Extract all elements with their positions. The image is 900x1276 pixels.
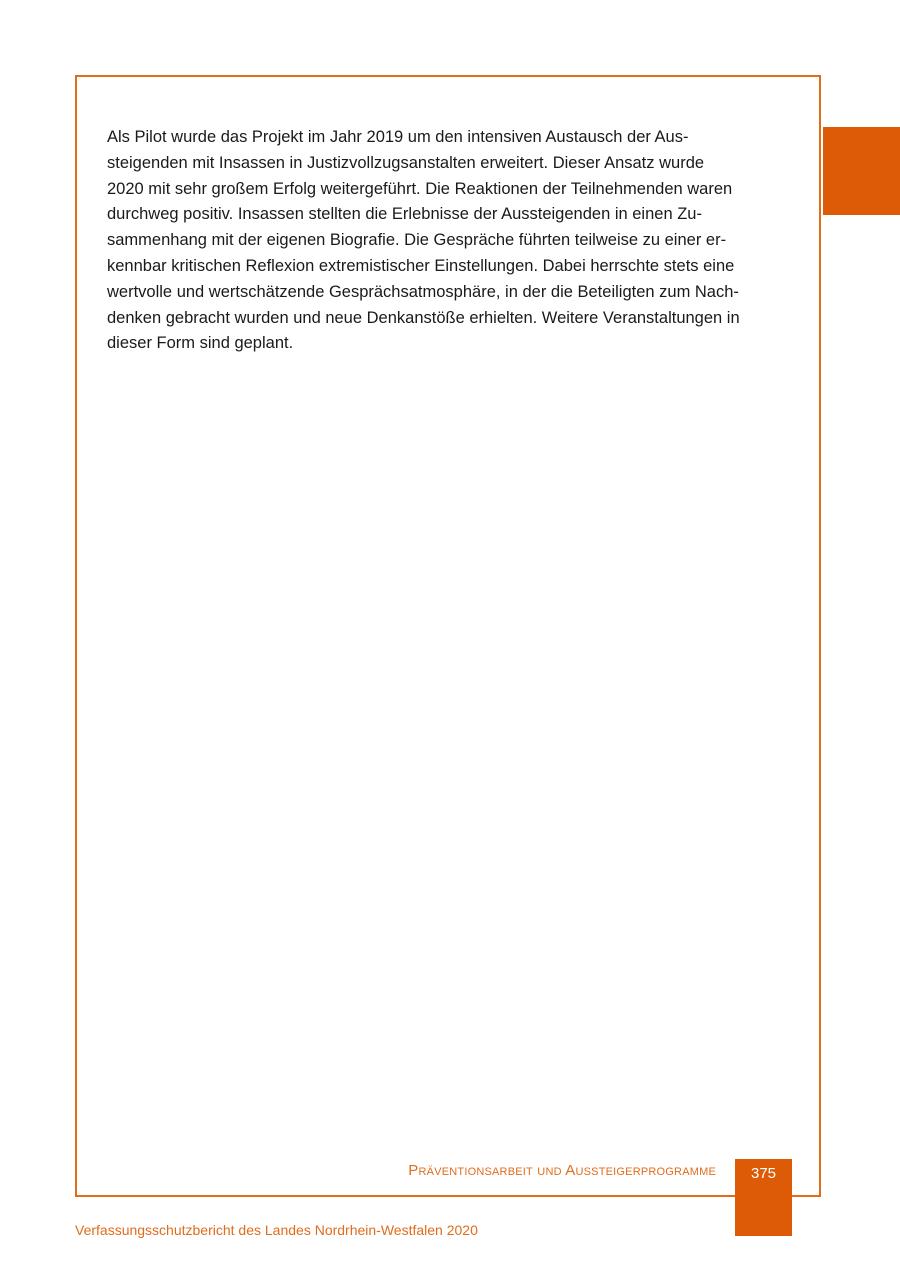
body-paragraph: Als Pilot wurde das Projekt im Jahr 2019 um den intensiven Austausch der Aus- steigenden mit Insassen in Justizvollzugsanstalten erweitert. Dieser Ansatz wurde 2020 mit sehr großem Erfolg weitergeführt. Die Reaktionen der Teilnehmenden waren durchweg positiv. Insassen stellten die Erlebnisse der Aussteigenden in einen Zu- sammenhang mit der eigenen Biografie. Die Gespräche führten teilweise zu einer er- kennbar kritischen Reflexion extremistischer Einstellungen. Dabei herrschte stets eine wertvolle und wertschätzende Gesprächsatmosphäre, in der die Beteiligten zum Nach- denken gebracht wurden und neue Denkanstöße erhielten. Weitere Veranstaltungen in dieser Form sind geplant. <box>107 128 740 353</box>
page-number: 375 <box>750 1165 777 1182</box>
chapter-side-tab <box>823 127 900 215</box>
section-title: Präventionsarbeit und Aussteigerprogramme <box>408 1162 716 1179</box>
page-number-box <box>735 1159 792 1236</box>
publication-footer: Verfassungsschutzbericht des Landes Nordrhein-Westfalen 2020 <box>75 1222 478 1238</box>
